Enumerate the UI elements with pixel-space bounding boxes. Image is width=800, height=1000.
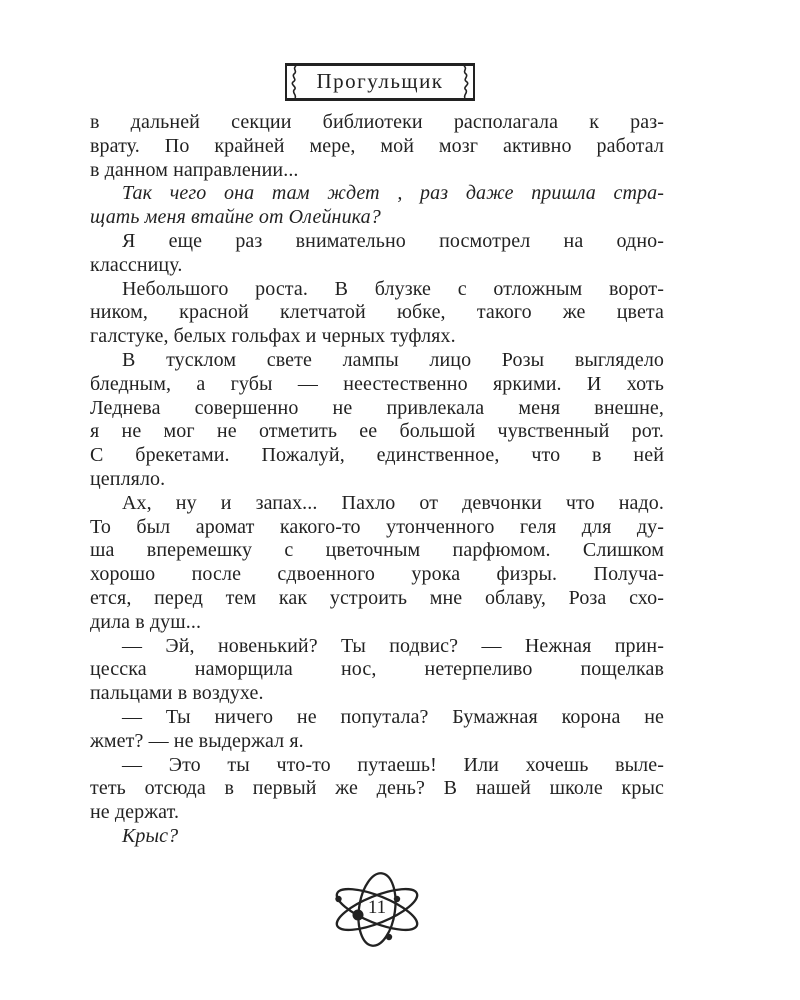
text-line: жмет? — не выдержал я. [90,729,304,752]
text-line: хорошо после сдвоенного урока физры. Получа- [90,563,664,586]
page-footer [331,871,423,948]
text-line: ется, перед тем как устроить мне облаву, Роза схо- [90,586,664,609]
text-line: классницу. [90,253,183,276]
text-line: в дальней секции библиотеки располагала к раз- [90,111,664,133]
text-line: пальцами в воздухе. [90,682,264,705]
text-line: — Ты ничего не попутала? Бумажная корона не [122,705,664,728]
text-line: галстуке, белых гольфах и черных туфлях. [90,325,456,348]
text-line: теть отсюда в первый же день? В нашей школе крыс [90,777,664,800]
text-line: Небольшого роста. В блузке с отложным ворот- [122,277,664,300]
text-line: я не мог не отметить ее большой чувственный рот. [90,420,664,443]
text-line: — Это ты что-то путаешь! Или хочешь выле- [122,753,664,776]
text-line: щать меня втайне от Олейника? [90,206,381,229]
text-line: Ах, ну и запах... Пахло от девчонки что надо. [122,491,664,514]
page-number: 11 [367,897,387,918]
text-line: С брекетами. Пожалуй, единственное, что в ней [90,444,664,467]
text-line: Леднева совершенно не привлекала меня внешне, [90,396,664,419]
text-line: — Эй, новенький? Ты подвис? — Нежная прин- [122,634,664,657]
text-line: цесска наморщила нос, нетерпеливо пощелкав [90,658,664,681]
text-line: в данном направлении... [90,158,299,181]
banner-torn-edge-left-icon [290,66,300,98]
text-line: ша вперемешку с цветочным парфюмом. Слишком [90,539,664,562]
text-line: цепляло. [90,467,166,490]
text-line: То был аромат какого-то утонченного геля для ду- [90,515,664,538]
text-line: Так чего она там ждет , раз даже пришла стра- [122,182,664,205]
text-line: В тусклом свете лампы лицо Розы выглядело [122,348,664,371]
text-line: Крыс? [122,824,179,847]
text-line: ником, красной клетчатой юбке, такого же цвета [90,301,664,324]
text-line: врату. По крайней мере, мой мозг активно работал [90,134,664,157]
text-line: не держат. [90,801,180,824]
text-line: бледным, а губы — неестественно яркими. И хоть [90,372,664,395]
banner-torn-edge-right-icon [460,66,470,98]
text-line: дила в душ... [90,610,202,633]
text-line: Я еще раз внимательно посмотрел на одно- [122,229,664,252]
chapter-banner [285,63,475,101]
chapter-title: Прогульщик [316,68,444,93]
page-text [90,111,664,849]
